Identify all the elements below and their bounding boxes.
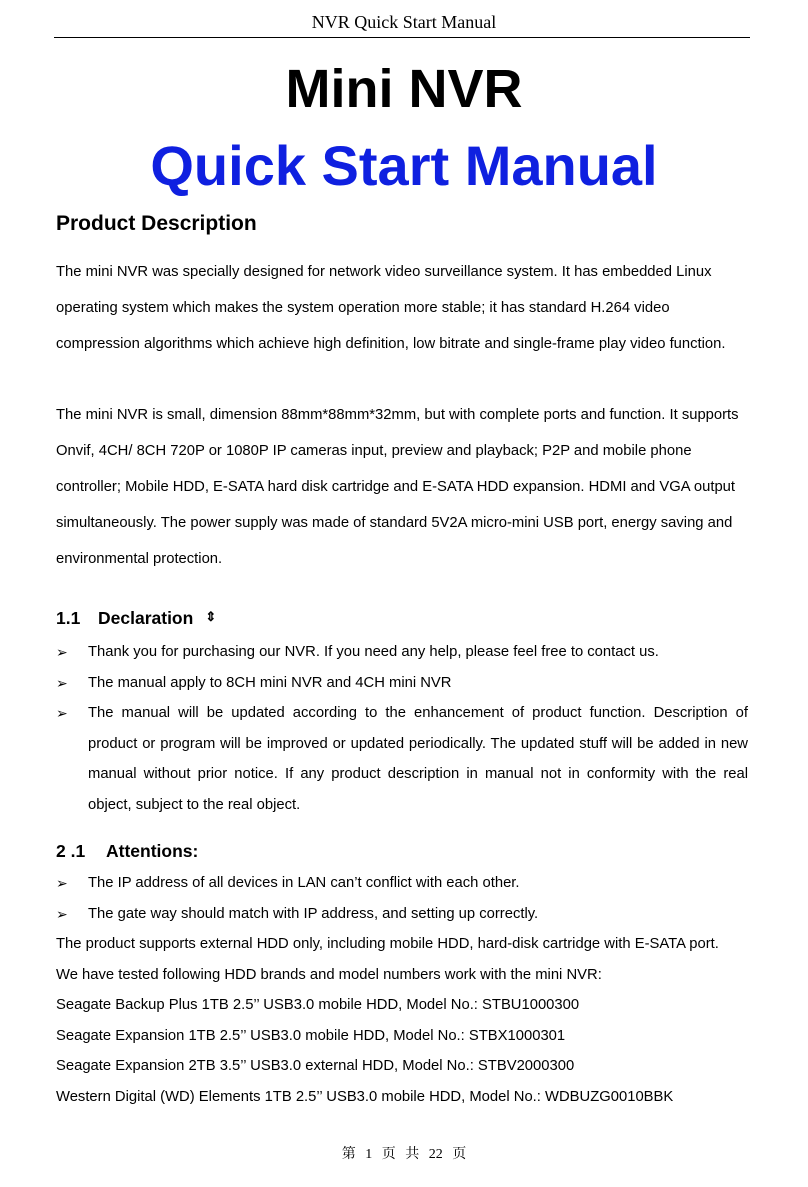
- document-subtitle: Quick Start Manual: [150, 134, 658, 197]
- text-line: The product supports external HDD only, including mobile HDD, hard-disk cartridge with E-SATA port.: [56, 936, 719, 952]
- declaration-list: [56, 637, 748, 820]
- list-item: ➢ Thank you for purchasing our NVR. If you need any help, please feel free to contact us.: [56, 637, 748, 668]
- header-divider: [54, 37, 750, 38]
- attentions-heading: [56, 841, 748, 862]
- arrow-bullet-icon: ➢: [56, 875, 68, 891]
- hdd-model-line: Seagate Backup Plus 1TB 2.5’’ USB3.0 mobile HDD, Model No.: STBU1000300: [56, 997, 580, 1013]
- product-description-heading: Product Description: [56, 212, 257, 235]
- arrow-bullet-icon: ➢: [56, 705, 68, 721]
- declaration-title: Declaration: [98, 608, 194, 628]
- product-description-paragraph-2: The mini NVR is small, dimension 88mm*88mm*32mm, but with complete ports and function. It supports Onvif, 4CH/ 8CH 720P or 1080P IP cameras input, preview and playback; P2P and mobile phone controller; Mobile HDD, E-SATA hard disk cartridge and E-SATA HDD expansion. HDMI and VGA output simultaneously. The power supply was made of standard 5V2A micro-mini USB port, energy saving and environmental protection.: [56, 407, 739, 567]
- text-line: We have tested following HDD brands and model numbers work with the mini NVR:: [56, 966, 602, 983]
- page-footer: 第 1 页 共 22 页: [341, 1147, 467, 1162]
- hdd-model-line: Seagate Expansion 1TB 2.5’’ USB3.0 mobile HDD, Model No.: STBX1000301: [56, 1027, 566, 1044]
- attentions-number: 2 .1: [56, 841, 86, 861]
- hdd-model-line: Western Digital (WD) Elements 1TB 2.5’’ USB3.0 mobile HDD, Model No.: WDBUZG0010BBK: [56, 1088, 674, 1105]
- arrow-bullet-icon: ➢: [56, 674, 68, 691]
- list-item: ➢ The IP address of all devices in LAN can’t conflict with each other.: [56, 868, 748, 899]
- hdd-model-line: Seagate Expansion 2TB 3.5’’ USB3.0 external HDD, Model No.: STBV2000300: [56, 1058, 575, 1074]
- declaration-heading: [56, 608, 748, 629]
- arrow-bullet-icon: ➢: [56, 644, 68, 660]
- attentions-list: [56, 868, 748, 929]
- declaration-number: 1.1: [56, 608, 81, 628]
- list-item: ➢ The manual apply to 8CH mini NVR and 4CH mini NVR: [56, 668, 748, 699]
- arrow-bullet-icon: ➢: [56, 905, 68, 922]
- list-item: ➢ The manual will be updated according to the enhancement of product function. Description of product or program will be improved or updated periodically. The updated stuff will be added in new manual without prior notice. If any product description in manual not in conformity with the real object, subject to the real object.: [56, 698, 748, 820]
- hdd-compatibility-text: [56, 929, 748, 1112]
- page-header: NVR Quick Start Manual: [311, 12, 497, 32]
- anchor-mark-icon: ⇕: [205, 609, 217, 624]
- product-description-paragraph-1: The mini NVR was specially designed for network video surveillance system. It has embedded Linux operating system which makes the system operation more stable; it has standard H.264 video compression algorithms which achieve high definition, low bitrate and single-frame play video function.: [56, 264, 726, 352]
- document-title: Mini NVR: [285, 59, 523, 119]
- attentions-title: Attentions:: [106, 841, 199, 861]
- list-item: ➢ The gate way should match with IP address, and setting up correctly.: [56, 899, 748, 930]
